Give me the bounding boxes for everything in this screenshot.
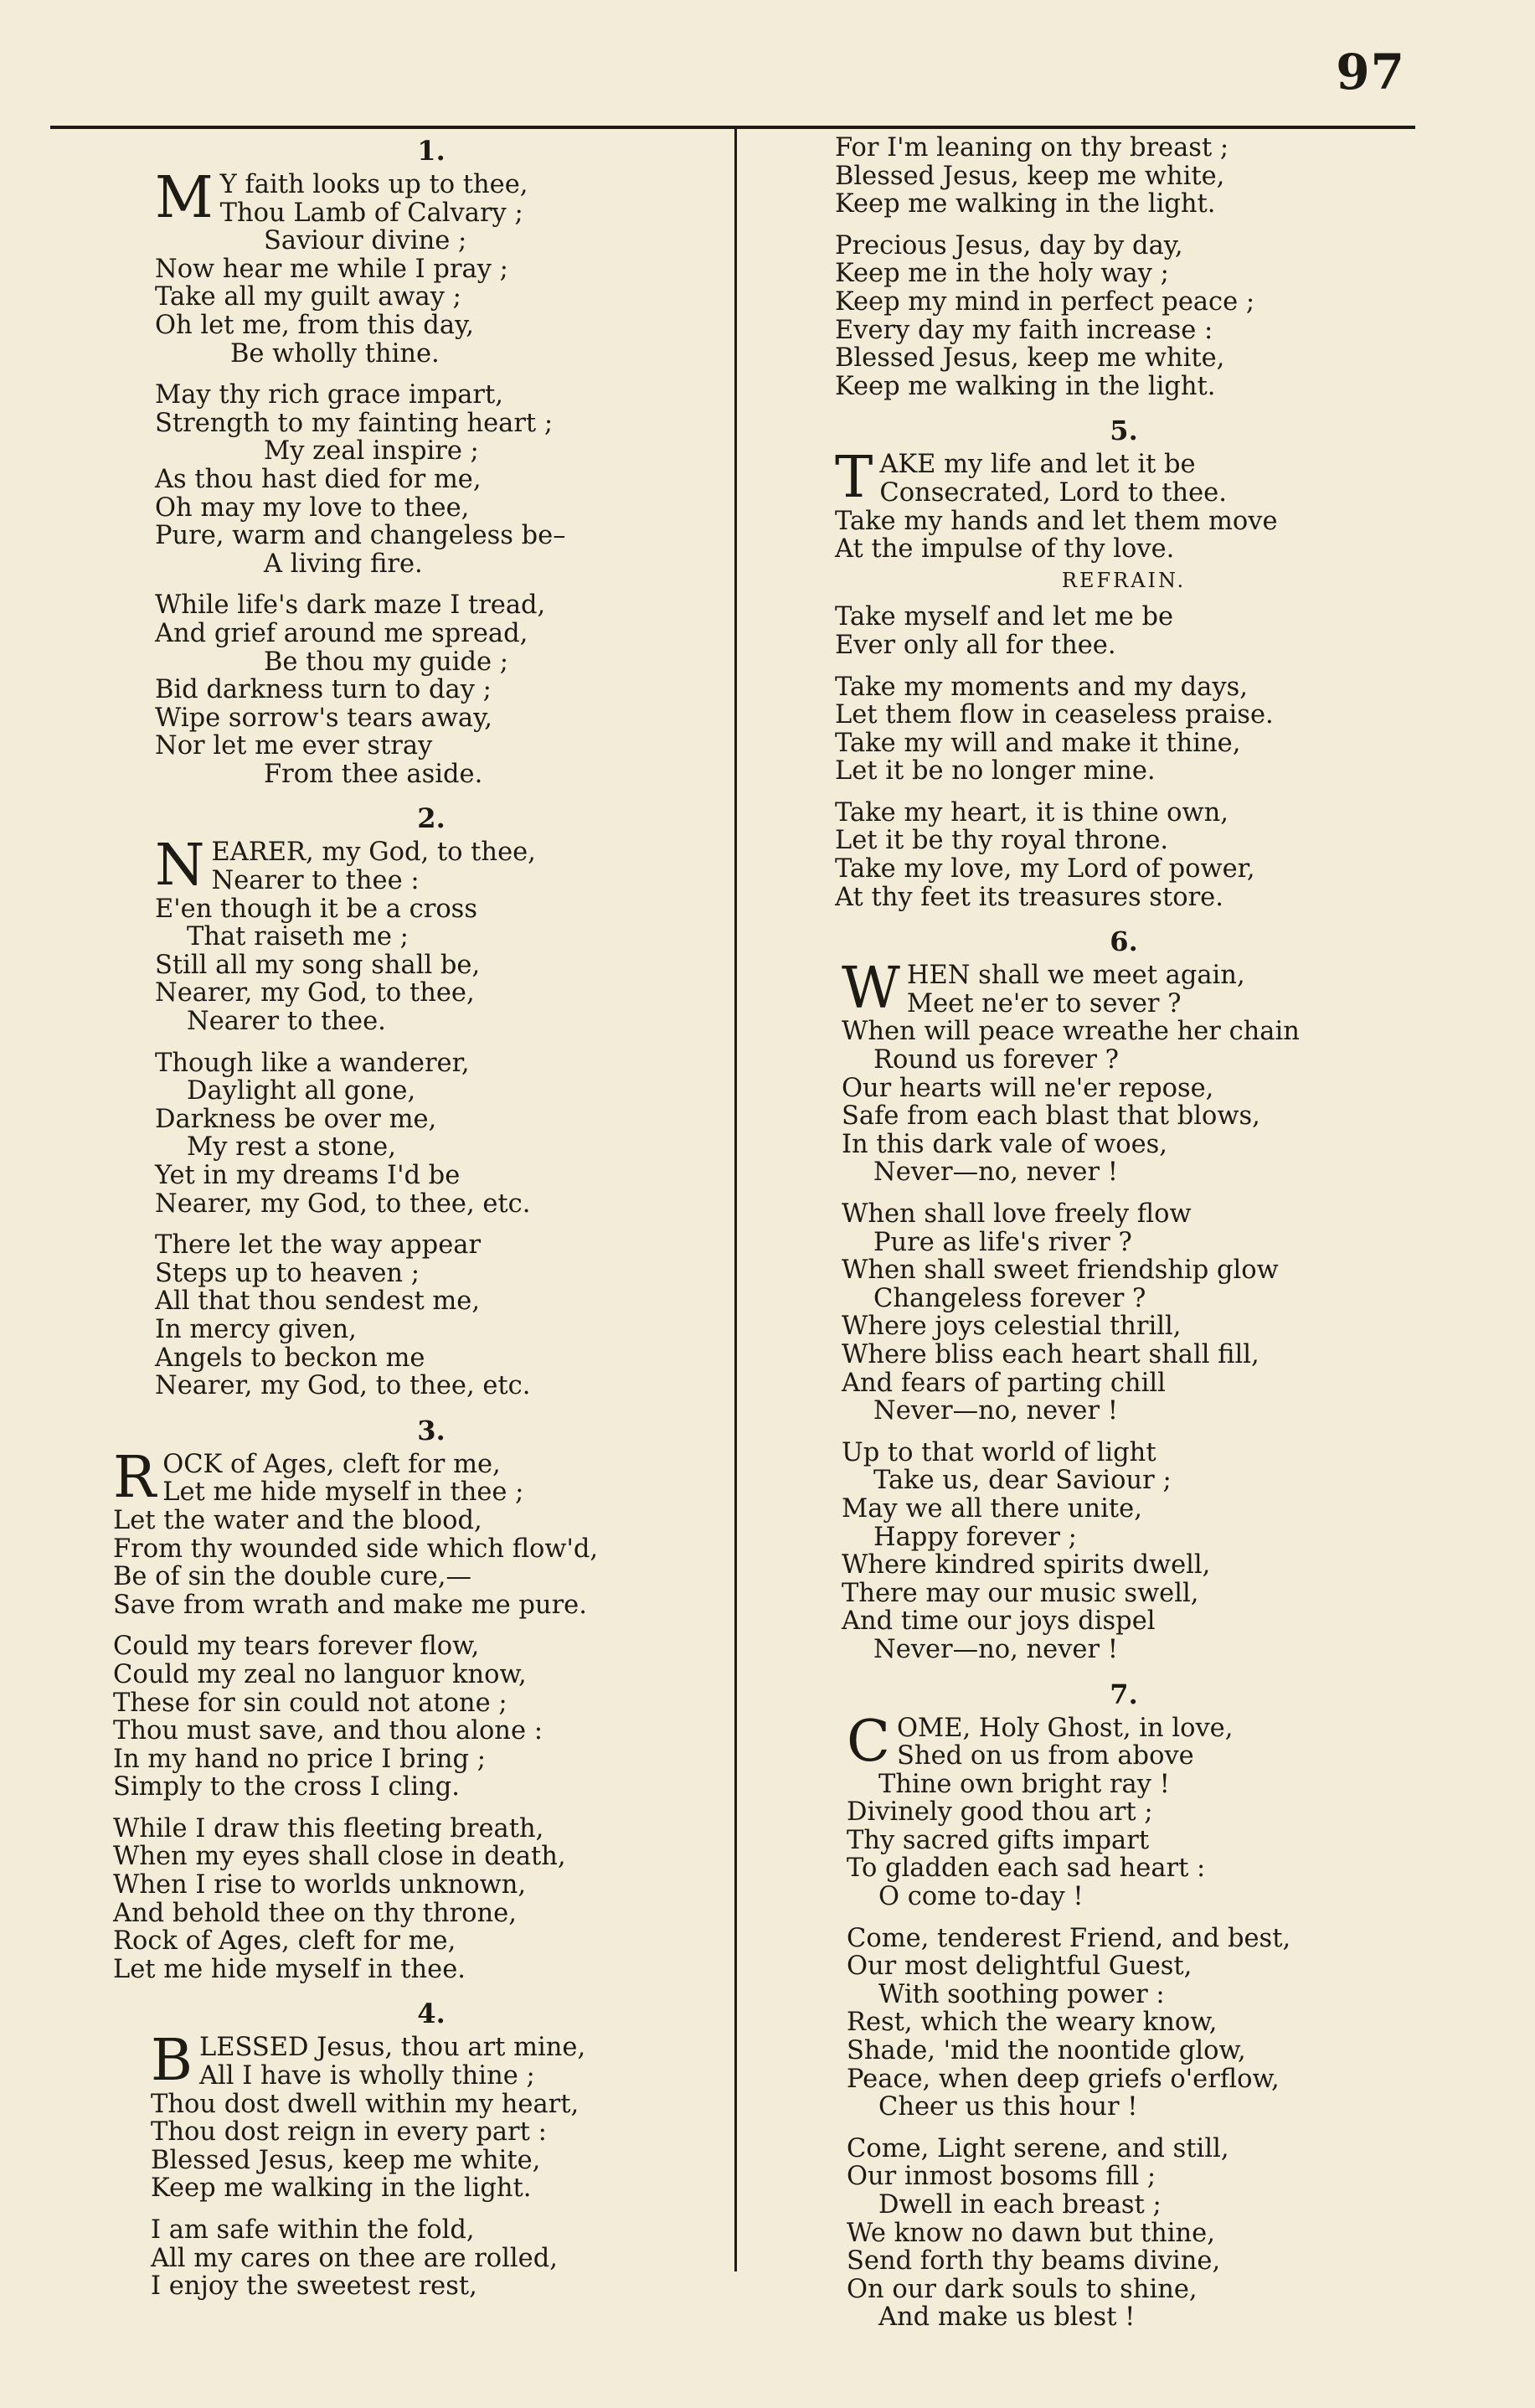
verse-line: And make us blest ! [878,2302,1136,2333]
verse-line: Changeless forever ? [873,1283,1146,1313]
stanza [151,2028,708,2204]
verse-line: Daylight all gone, [187,1076,416,1106]
stanza [835,232,1413,401]
verse-line: Our inmost bosoms fill ; [847,2162,1156,2192]
verse-line: When will peace wreathe her chain [842,1017,1300,1047]
verse-line: May thy rich grace impart, [155,380,503,410]
stanza [113,1632,708,1802]
verse-line: Take my moments and my days, [835,672,1248,702]
verse-line: From thee aside. [264,759,483,789]
verse-line: May we all there unite, [842,1493,1142,1524]
verse-line: E'en though it be a cross [155,894,477,924]
verse-line: Safe from each blast that blows, [842,1101,1260,1132]
verse-line: Keep me walking in the light. [835,189,1216,219]
verse-line: Shade, 'mid the noontide glow, [847,2036,1246,2066]
verse-line: Where kindred spirits dwell, [842,1550,1211,1580]
verse-line: Let it be no longer mine. [835,756,1156,786]
verse-line: Thine own bright ray ! [878,1769,1170,1799]
verse-line: All I have is wholly thine ; [198,2061,535,2091]
verse-line: Still all my song shall be, [155,950,481,980]
stanza [835,603,1413,659]
drop-cap: R [113,1444,157,1511]
verse-line: On our dark souls to shine, [847,2274,1198,2304]
stanza [847,2135,1413,2332]
header-rule [50,126,1415,129]
hymn-number: 2. [417,802,446,835]
stanza [151,2216,708,2301]
verse-line: Nearer, my God, to thee, etc. [155,1189,531,1219]
verse-line: Round us forever ? [873,1045,1120,1075]
verse-line: Angels to beckon me [155,1343,425,1373]
verse-line: Rock of Ages, cleft for me, [113,1926,456,1957]
verse-line: In this dark vale of woes, [842,1129,1167,1159]
stanza [847,1925,1413,2122]
verse-line: Oh let me, from this day, [155,310,474,340]
verse-line: Nearer, my God, to thee, etc. [155,1371,531,1401]
hymn-2 [155,802,708,1400]
verse-line: Be wholly thine. [230,338,440,369]
verse-line: AKE my life and let it be [879,450,1196,480]
verse-line: Ever only all for thee. [835,630,1116,660]
hymn-number: 6. [1110,926,1138,958]
verse-line: Happy forever ; [873,1522,1077,1552]
hymn-number: 1. [417,135,446,167]
stanza [155,381,708,578]
stanza [155,1231,708,1400]
verse-line: And behold thee on thy throne, [113,1898,517,1928]
verse-line: Take us, dear Saviour ; [873,1466,1172,1496]
verse-line: Dwell in each breast ; [878,2190,1162,2220]
verse-line: To gladden each sad heart : [847,1854,1206,1884]
verse-line: At the impulse of thy love. [835,534,1175,565]
stanza [155,165,708,369]
verse-line: While I draw this fleeting breath, [113,1813,544,1843]
drop-cap: C [847,1708,891,1775]
verse-line: Never—no, never ! [873,1396,1118,1426]
verse-line: Meet ne'er to sever ? [906,988,1182,1018]
verse-line: O come to-day ! [878,1882,1084,1912]
verse-line: We know no dawn but thine, [847,2218,1215,2248]
stanza [155,833,708,1037]
verse-line: Though like a wanderer, [155,1048,470,1078]
verse-line: Every day my faith increase : [835,315,1213,345]
left-column [113,134,708,2314]
verse-line: Pure, warm and changeless be– [155,521,566,551]
stanza [842,1200,1413,1426]
stanza [842,1439,1413,1664]
verse-line: Steps up to heaven ; [155,1258,420,1288]
stanza [113,1444,708,1620]
verse-line: I am safe within the fold, [151,2215,475,2245]
stanza [835,134,1413,219]
column-divider [734,127,737,2271]
verse-line: Nearer to thee : [211,866,420,896]
verse-line: There let the way appear [155,1230,482,1261]
verse-line: Be of sin the double cure,— [113,1562,471,1592]
verse-line: Never—no, never ! [873,1158,1118,1188]
verse-line: Wipe sorrow's tears away, [155,703,492,733]
verse-line: Where bliss each heart shall fill, [842,1339,1259,1369]
verse-line: At thy feet its treasures store. [835,882,1223,912]
verse-line: These for sin could not atone ; [113,1688,507,1718]
verse-line: Precious Jesus, day by day, [835,230,1183,260]
verse-line: I enjoy the sweetest rest, [151,2271,477,2302]
verse-line: Keep my mind in perfect peace ; [835,286,1255,317]
verse-line: Cheer us this hour ! [878,2092,1138,2122]
verse-line: Could my zeal no languor know, [113,1659,527,1689]
drop-cap: B [151,2028,193,2095]
drop-cap: M [155,165,214,231]
stanza [155,591,708,788]
hymn-6 [835,925,1413,1663]
stanza [835,673,1413,786]
verse-line: While life's dark maze I tread, [155,590,546,621]
verse-line: Let it be thy royal throne. [835,826,1169,856]
verse-line: Keep me walking in the light. [835,371,1216,401]
verse-line: For I'm leaning on thy breast ; [835,133,1229,162]
hymn-3 [113,1414,708,1984]
verse-line: Now hear me while I pray ; [155,254,508,284]
verse-line: A living fire. [264,549,423,579]
verse-line: Our hearts will ne'er repose, [842,1073,1214,1103]
hymn-number: 4. [417,1998,446,2030]
verse-line: Shed on us from above [897,1741,1194,1771]
verse-line: OME, Holy Ghost, in love, [897,1713,1234,1743]
verse-line: From thy wounded side which flow'd, [113,1534,599,1564]
stanza [835,799,1413,911]
verse-line: Pure as life's river ? [873,1227,1132,1257]
verse-line: Take my love, my Lord of power, [835,854,1255,884]
verse-line: Where joys celestial thrill, [842,1312,1182,1342]
verse-line: Save from wrath and make me pure. [113,1590,587,1620]
verse-line: Bid darkness turn to day ; [155,675,492,705]
verse-line: Thou dost dwell within my heart, [151,2089,579,2119]
hymn-1 [155,134,708,788]
right-column [835,134,1413,2345]
verse-line: When shall sweet friendship glow [842,1256,1279,1286]
verse-line: OCK of Ages, cleft for me, [162,1449,501,1479]
verse-line: Nearer, my God, to thee, [155,978,475,1008]
verse-line: Never—no, never ! [873,1634,1118,1664]
stanza [847,1708,1413,1912]
verse-line: Darkness be over me, [155,1104,437,1134]
verse-line: Let me hide myself in thee ; [162,1477,524,1508]
hymn-number: 3. [417,1414,446,1446]
verse-line: Thou Lamb of Calvary ; [219,198,523,228]
verse-line: And fears of parting chill [842,1368,1166,1398]
verse-line: Come, Light serene, and still, [847,2133,1229,2163]
verse-line: Consecrated, Lord to thee. [879,477,1227,508]
hymn-number: 7. [1110,1678,1138,1710]
verse-line: As thou hast died for me, [155,464,482,494]
verse-line: Take my heart, it is thine own, [835,797,1229,828]
drop-cap: N [155,833,205,900]
verse-line: Oh may my love to thee, [155,492,470,523]
verse-line: Blessed Jesus, keep me white, [835,343,1225,374]
verse-line: There may our music swell, [842,1578,1199,1608]
verse-line: Peace, when deep griefs o'erflow, [847,2064,1280,2094]
verse-line: Send forth thy beams divine, [847,2246,1221,2277]
stanza [155,1049,708,1219]
refrain-label: REFRAIN. [1061,568,1187,592]
verse-line: Take myself and let me be [835,602,1174,632]
verse-line: Let the water and the blood, [113,1505,482,1535]
verse-line: Let me hide myself in thee. [113,1954,466,1984]
stanza [842,956,1413,1188]
verse-line: Come, tenderest Friend, and best, [847,1923,1291,1953]
drop-cap: T [835,445,873,512]
drop-cap: W [842,956,900,1023]
verse-line: When shall love freely flow [842,1199,1192,1229]
verse-line: Divinely good thou art ; [847,1797,1153,1828]
verse-line: Nearer to thee. [187,1007,386,1037]
verse-line: All that thou sendest me, [155,1287,481,1317]
verse-line: Could my tears forever flow, [113,1632,480,1662]
verse-line: Up to that world of light [842,1437,1156,1467]
page-number: 97 [1336,44,1405,101]
verse-line: Our most delightful Guest, [847,1952,1192,1982]
verse-line: When my eyes shall close in death, [113,1842,566,1872]
stanza [113,1815,708,1984]
verse-line: And grief around me spread, [155,618,528,648]
verse-line: Simply to the cross I cling. [113,1772,460,1802]
verse-line: Be thou my guide ; [264,647,509,677]
verse-line: Keep me walking in the light. [151,2173,532,2204]
verse-line: My rest a stone, [187,1132,396,1163]
verse-line: When I rise to worlds unknown, [113,1870,527,1900]
verse-line: In my hand no price I bring ; [113,1744,487,1774]
verse-line: Y faith looks up to thee, [219,170,528,199]
verse-line: And time our joys dispel [842,1606,1156,1637]
verse-line: My zeal inspire ; [264,436,479,467]
verse-line: Thy sacred gifts impart [847,1825,1150,1855]
verse-line: Blessed Jesus, keep me white, [151,2145,541,2175]
verse-line: HEN shall we meet again, [906,961,1245,991]
verse-line: EARER, my God, to thee, [211,838,536,868]
hymn-5 [835,414,1413,911]
verse-line: Saviour divine ; [264,226,467,256]
verse-line: That raiseth me ; [187,922,409,952]
verse-line: Keep me in the holy way ; [835,259,1169,289]
verse-line: Take my hands and let them move [835,506,1278,536]
hymn-4 [151,1997,708,2302]
verse-line: Let them flow in ceaseless praise. [835,700,1274,730]
verse-line: Take all my guilt away ; [155,282,461,312]
verse-line: Thou must save, and thou alone : [113,1716,543,1746]
verse-line: With soothing power : [878,1979,1165,2009]
verse-line: Rest, which the weary know, [847,2008,1218,2038]
verse-line: LESSED Jesus, thou art mine, [198,2033,586,2063]
verse-line: Yet in my dreams I'd be [155,1161,461,1190]
stanza [835,445,1413,565]
verse-line: Nor let me ever stray [155,731,433,761]
verse-line: All my cares on thee are rolled, [151,2243,558,2273]
verse-line: Take my will and make it thine, [835,728,1241,758]
verse-line: In mercy given, [155,1314,357,1344]
verse-line: Thou dost reign in every part : [151,2117,547,2148]
hymn-7 [835,1678,1413,2332]
hymn-number: 5. [1110,415,1138,447]
verse-line: Strength to my fainting heart ; [155,408,554,438]
verse-line: Blessed Jesus, keep me white, [835,161,1225,191]
